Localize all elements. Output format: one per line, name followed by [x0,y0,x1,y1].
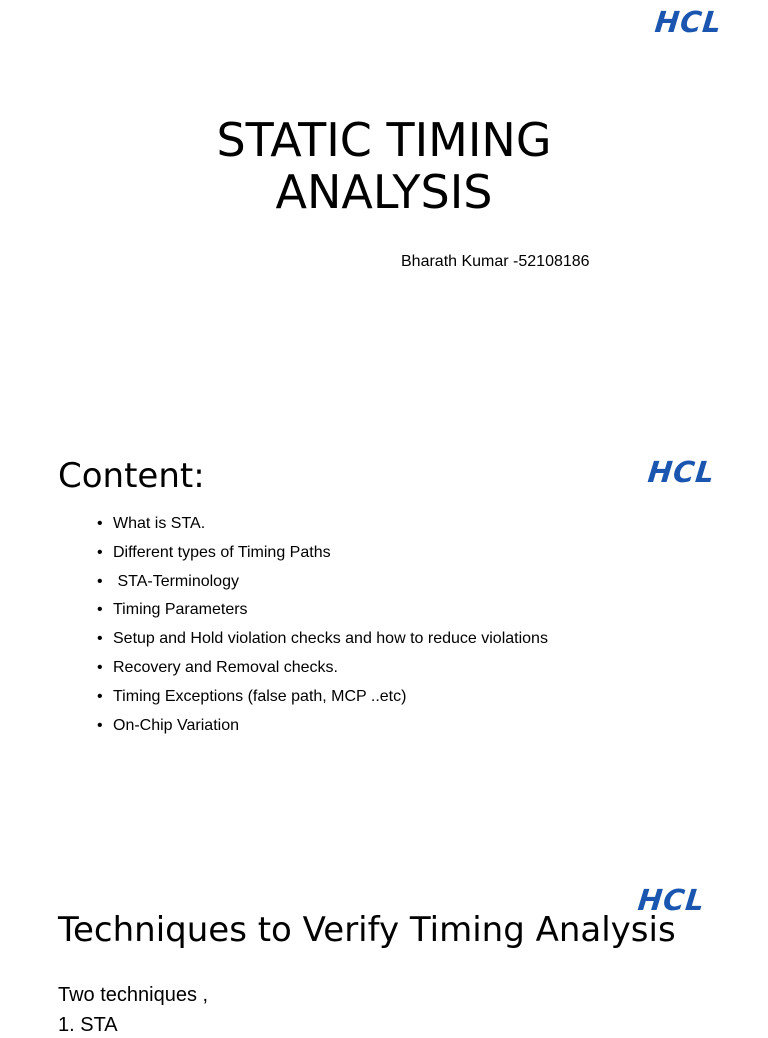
bullet-icon: • [97,658,103,676]
content-slide [0,420,768,840]
list-item: • STA-Terminology [97,568,548,597]
bullet-icon: • [97,716,103,734]
list-item: • On-Chip Variation [97,712,548,741]
list-item: • Timing Exceptions (false path, MCP ..etc) [97,683,548,712]
bullet-icon: • [97,601,103,619]
bullet-icon: • [97,572,103,590]
slide-title [0,114,768,218]
title-line-2: ANALYSIS [275,165,493,219]
list-item: • Setup and Hold violation checks and how to reduce violations [97,625,548,654]
hcl-logo: HCL [636,883,707,917]
hcl-logo: HCL [653,5,724,39]
list-item: • Timing Parameters [97,596,548,625]
body-line-1: Two techniques , [58,984,209,1006]
bullet-icon: • [97,687,103,705]
bullet-icon: • [97,515,103,532]
bullet-icon: • [97,543,103,561]
author-line: Bharath Kumar -52108186 [401,253,590,270]
title-line-1: STATIC TIMING [216,113,552,167]
bullet-icon: • [97,630,103,648]
list-item: • What is STA. [97,510,548,539]
slide-heading: Content: [58,456,205,496]
title-slide [0,0,768,420]
body-line-2: 1. STA [58,1014,118,1036]
techniques-slide [0,840,768,1036]
slide-heading: Techniques to Verify Timing Analysis [58,910,676,950]
bullet-list [97,510,548,740]
list-item: • Recovery and Removal checks. [97,654,548,683]
hcl-logo: HCL [646,455,717,489]
list-item: • Different types of Timing Paths [97,539,548,568]
